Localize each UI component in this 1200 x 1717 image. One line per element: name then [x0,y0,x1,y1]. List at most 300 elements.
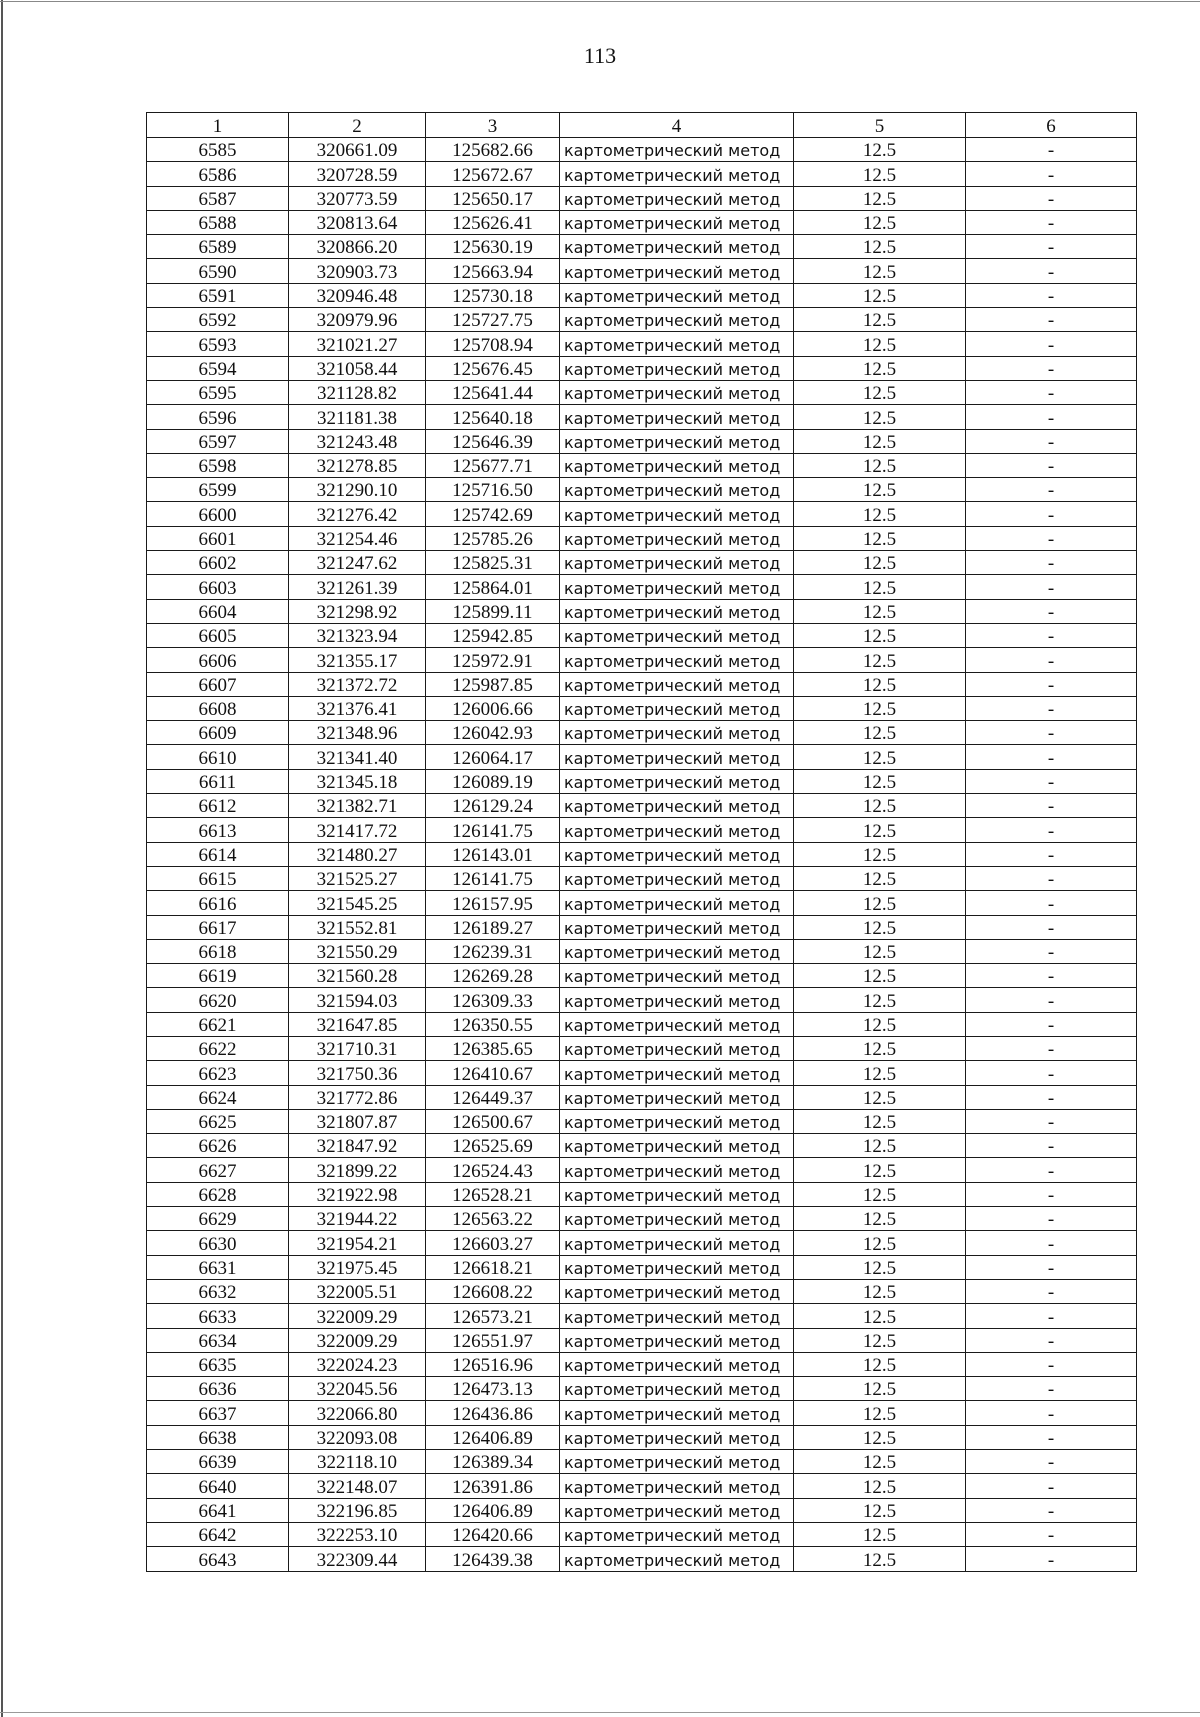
y-coordinate-cell: 125899.11 [426,599,560,623]
note-cell: - [966,308,1137,332]
accuracy-cell: 12.5 [794,1279,966,1303]
accuracy-cell: 12.5 [794,380,966,404]
note-cell: - [966,526,1137,550]
y-coordinate-cell: 126391.86 [426,1474,560,1498]
y-coordinate-cell: 126141.75 [426,818,560,842]
method-cell: картометрический метод [560,1425,794,1449]
method-cell: картометрический метод [560,453,794,477]
y-coordinate-cell: 125677.71 [426,453,560,477]
x-coordinate-cell: 321594.03 [289,988,426,1012]
x-coordinate-cell: 321323.94 [289,623,426,647]
note-cell: - [966,988,1137,1012]
page-frame-left [1,0,3,1717]
y-coordinate-cell: 125825.31 [426,551,560,575]
point-number-cell: 6598 [147,453,289,477]
method-cell: картометрический метод [560,308,794,332]
note-cell: - [966,1498,1137,1522]
point-number-cell: 6637 [147,1401,289,1425]
method-cell: картометрический метод [560,769,794,793]
point-number-cell: 6594 [147,356,289,380]
accuracy-cell: 12.5 [794,1182,966,1206]
method-cell: картометрический метод [560,405,794,429]
note-cell: - [966,891,1137,915]
method-cell: картометрический метод [560,1522,794,1546]
point-number-cell: 6635 [147,1352,289,1376]
method-cell: картометрический метод [560,1352,794,1376]
accuracy-cell: 12.5 [794,672,966,696]
point-number-cell: 6627 [147,1158,289,1182]
x-coordinate-cell: 322093.08 [289,1425,426,1449]
accuracy-cell: 12.5 [794,1522,966,1546]
y-coordinate-cell: 125663.94 [426,259,560,283]
table-row [147,162,1137,186]
method-cell: картометрический метод [560,1328,794,1352]
table-row [147,1109,1137,1133]
page-frame-top [0,1,1200,2]
table-row [147,1547,1137,1571]
y-coordinate-cell: 126141.75 [426,866,560,890]
note-cell: - [966,1036,1137,1060]
table-row [147,794,1137,818]
x-coordinate-cell: 321847.92 [289,1134,426,1158]
point-number-cell: 6608 [147,696,289,720]
note-cell: - [966,1109,1137,1133]
point-number-cell: 6636 [147,1377,289,1401]
accuracy-cell: 12.5 [794,1231,966,1255]
x-coordinate-cell: 321560.28 [289,964,426,988]
y-coordinate-cell: 126524.43 [426,1158,560,1182]
accuracy-cell: 12.5 [794,1158,966,1182]
x-coordinate-cell: 322005.51 [289,1279,426,1303]
point-number-cell: 6633 [147,1304,289,1328]
method-cell: картометрический метод [560,356,794,380]
y-coordinate-cell: 126385.65 [426,1036,560,1060]
table-row [147,915,1137,939]
note-cell: - [966,138,1137,162]
note-cell: - [966,575,1137,599]
table-row [147,1377,1137,1401]
table-row [147,672,1137,696]
note-cell: - [966,1231,1137,1255]
y-coordinate-cell: 126551.97 [426,1328,560,1352]
x-coordinate-cell: 321954.21 [289,1231,426,1255]
point-number-cell: 6619 [147,964,289,988]
y-coordinate-cell: 126500.67 [426,1109,560,1133]
note-cell: - [966,332,1137,356]
point-number-cell: 6596 [147,405,289,429]
point-number-cell: 6612 [147,794,289,818]
y-coordinate-cell: 125630.19 [426,235,560,259]
note-cell: - [966,502,1137,526]
accuracy-cell: 12.5 [794,1377,966,1401]
note-cell: - [966,1425,1137,1449]
method-cell: картометрический метод [560,551,794,575]
table-row [147,453,1137,477]
x-coordinate-cell: 321298.92 [289,599,426,623]
x-coordinate-cell: 321710.31 [289,1036,426,1060]
note-cell: - [966,453,1137,477]
x-coordinate-cell: 321058.44 [289,356,426,380]
y-coordinate-cell: 125708.94 [426,332,560,356]
point-number-cell: 6606 [147,648,289,672]
y-coordinate-cell: 125972.91 [426,648,560,672]
method-cell: картометрический метод [560,1255,794,1279]
note-cell: - [966,915,1137,939]
table-header-row [147,113,1137,138]
point-number-cell: 6601 [147,526,289,550]
table-row [147,1474,1137,1498]
table-row [147,478,1137,502]
note-cell: - [966,696,1137,720]
note-cell: - [966,721,1137,745]
accuracy-cell: 12.5 [794,866,966,890]
point-number-cell: 6625 [147,1109,289,1133]
note-cell: - [966,599,1137,623]
accuracy-cell: 12.5 [794,186,966,210]
method-cell: картометрический метод [560,1061,794,1085]
y-coordinate-cell: 126618.21 [426,1255,560,1279]
x-coordinate-cell: 321128.82 [289,380,426,404]
x-coordinate-cell: 321247.62 [289,551,426,575]
method-cell: картометрический метод [560,1474,794,1498]
table-row [147,1522,1137,1546]
table-row [147,283,1137,307]
point-number-cell: 6604 [147,599,289,623]
y-coordinate-cell: 125942.85 [426,623,560,647]
y-coordinate-cell: 125730.18 [426,283,560,307]
x-coordinate-cell: 321376.41 [289,696,426,720]
note-cell: - [966,235,1137,259]
accuracy-cell: 12.5 [794,283,966,307]
accuracy-cell: 12.5 [794,210,966,234]
note-cell: - [966,623,1137,647]
y-coordinate-cell: 126089.19 [426,769,560,793]
table-row [147,1401,1137,1425]
point-number-cell: 6621 [147,1012,289,1036]
method-cell: картометрический метод [560,1231,794,1255]
point-number-cell: 6599 [147,478,289,502]
method-cell: картометрический метод [560,1547,794,1571]
table-row [147,308,1137,332]
accuracy-cell: 12.5 [794,429,966,453]
x-coordinate-cell: 322148.07 [289,1474,426,1498]
note-cell: - [966,356,1137,380]
table-row [147,648,1137,672]
table-row [147,623,1137,647]
table-row [147,526,1137,550]
accuracy-cell: 12.5 [794,1498,966,1522]
point-number-cell: 6614 [147,842,289,866]
y-coordinate-cell: 126239.31 [426,939,560,963]
table-row [147,138,1137,162]
note-cell: - [966,1450,1137,1474]
accuracy-cell: 12.5 [794,478,966,502]
x-coordinate-cell: 320728.59 [289,162,426,186]
y-coordinate-cell: 126006.66 [426,696,560,720]
method-cell: картометрический метод [560,915,794,939]
y-coordinate-cell: 126389.34 [426,1450,560,1474]
x-coordinate-cell: 321647.85 [289,1012,426,1036]
method-cell: картометрический метод [560,1085,794,1109]
point-number-cell: 6641 [147,1498,289,1522]
note-cell: - [966,1182,1137,1206]
point-number-cell: 6634 [147,1328,289,1352]
method-cell: картометрический метод [560,672,794,696]
header-cell: 6 [966,113,1137,138]
x-coordinate-cell: 321243.48 [289,429,426,453]
note-cell: - [966,186,1137,210]
method-cell: картометрический метод [560,259,794,283]
note-cell: - [966,939,1137,963]
header-cell: 1 [147,113,289,138]
method-cell: картометрический метод [560,1158,794,1182]
note-cell: - [966,1377,1137,1401]
y-coordinate-cell: 126129.24 [426,794,560,818]
note-cell: - [966,1547,1137,1571]
point-number-cell: 6602 [147,551,289,575]
x-coordinate-cell: 321341.40 [289,745,426,769]
y-coordinate-cell: 126525.69 [426,1134,560,1158]
table-row [147,1231,1137,1255]
accuracy-cell: 12.5 [794,721,966,745]
header-cell: 5 [794,113,966,138]
method-cell: картометрический метод [560,332,794,356]
point-number-cell: 6624 [147,1085,289,1109]
y-coordinate-cell: 126573.21 [426,1304,560,1328]
note-cell: - [966,1304,1137,1328]
accuracy-cell: 12.5 [794,138,966,162]
note-cell: - [966,1255,1137,1279]
y-coordinate-cell: 125676.45 [426,356,560,380]
y-coordinate-cell: 125682.66 [426,138,560,162]
page-frame-bottom [0,1712,1200,1713]
x-coordinate-cell: 320946.48 [289,283,426,307]
accuracy-cell: 12.5 [794,623,966,647]
accuracy-cell: 12.5 [794,502,966,526]
table-body [147,138,1137,1572]
point-number-cell: 6642 [147,1522,289,1546]
accuracy-cell: 12.5 [794,235,966,259]
accuracy-cell: 12.5 [794,915,966,939]
x-coordinate-cell: 321278.85 [289,453,426,477]
table-row [147,769,1137,793]
note-cell: - [966,1522,1137,1546]
method-cell: картометрический метод [560,526,794,550]
table-row [147,1255,1137,1279]
table-row [147,1304,1137,1328]
x-coordinate-cell: 321922.98 [289,1182,426,1206]
point-number-cell: 6639 [147,1450,289,1474]
note-cell: - [966,478,1137,502]
point-number-cell: 6629 [147,1207,289,1231]
note-cell: - [966,1134,1137,1158]
point-number-cell: 6622 [147,1036,289,1060]
x-coordinate-cell: 321181.38 [289,405,426,429]
x-coordinate-cell: 322196.85 [289,1498,426,1522]
point-number-cell: 6632 [147,1279,289,1303]
table-row [147,186,1137,210]
x-coordinate-cell: 321276.42 [289,502,426,526]
accuracy-cell: 12.5 [794,308,966,332]
y-coordinate-cell: 126269.28 [426,964,560,988]
x-coordinate-cell: 321750.36 [289,1061,426,1085]
accuracy-cell: 12.5 [794,259,966,283]
note-cell: - [966,259,1137,283]
point-number-cell: 6615 [147,866,289,890]
table-row [147,721,1137,745]
y-coordinate-cell: 125987.85 [426,672,560,696]
y-coordinate-cell: 126410.67 [426,1061,560,1085]
method-cell: картометрический метод [560,891,794,915]
note-cell: - [966,405,1137,429]
accuracy-cell: 12.5 [794,1328,966,1352]
point-number-cell: 6607 [147,672,289,696]
note-cell: - [966,672,1137,696]
x-coordinate-cell: 321944.22 [289,1207,426,1231]
y-coordinate-cell: 126420.66 [426,1522,560,1546]
x-coordinate-cell: 321372.72 [289,672,426,696]
table-row [147,891,1137,915]
method-cell: картометрический метод [560,623,794,647]
method-cell: картометрический метод [560,429,794,453]
point-number-cell: 6620 [147,988,289,1012]
x-coordinate-cell: 321345.18 [289,769,426,793]
note-cell: - [966,283,1137,307]
accuracy-cell: 12.5 [794,1425,966,1449]
y-coordinate-cell: 126516.96 [426,1352,560,1376]
y-coordinate-cell: 126350.55 [426,1012,560,1036]
point-number-cell: 6595 [147,380,289,404]
y-coordinate-cell: 126042.93 [426,721,560,745]
accuracy-cell: 12.5 [794,939,966,963]
x-coordinate-cell: 321417.72 [289,818,426,842]
page-number: 113 [583,43,617,68]
x-coordinate-cell: 321772.86 [289,1085,426,1109]
point-number-cell: 6643 [147,1547,289,1571]
point-number-cell: 6586 [147,162,289,186]
x-coordinate-cell: 321355.17 [289,648,426,672]
point-number-cell: 6609 [147,721,289,745]
method-cell: картометрический метод [560,1182,794,1206]
note-cell: - [966,210,1137,234]
note-cell: - [966,794,1137,818]
note-cell: - [966,769,1137,793]
accuracy-cell: 12.5 [794,794,966,818]
y-coordinate-cell: 126064.17 [426,745,560,769]
x-coordinate-cell: 320979.96 [289,308,426,332]
table-row [147,866,1137,890]
note-cell: - [966,162,1137,186]
accuracy-cell: 12.5 [794,964,966,988]
x-coordinate-cell: 322309.44 [289,1547,426,1571]
point-number-cell: 6618 [147,939,289,963]
point-number-cell: 6638 [147,1425,289,1449]
x-coordinate-cell: 321290.10 [289,478,426,502]
method-cell: картометрический метод [560,575,794,599]
table-row [147,1328,1137,1352]
point-number-cell: 6630 [147,1231,289,1255]
note-cell: - [966,1061,1137,1085]
x-coordinate-cell: 322024.23 [289,1352,426,1376]
method-cell: картометрический метод [560,866,794,890]
accuracy-cell: 12.5 [794,356,966,380]
method-cell: картометрический метод [560,1498,794,1522]
point-number-cell: 6631 [147,1255,289,1279]
y-coordinate-cell: 126608.22 [426,1279,560,1303]
accuracy-cell: 12.5 [794,818,966,842]
table-row [147,1450,1137,1474]
x-coordinate-cell: 321550.29 [289,939,426,963]
note-cell: - [966,1012,1137,1036]
table-row [147,551,1137,575]
point-number-cell: 6593 [147,332,289,356]
note-cell: - [966,964,1137,988]
x-coordinate-cell: 320903.73 [289,259,426,283]
note-cell: - [966,429,1137,453]
table-row [147,1134,1137,1158]
method-cell: картометрический метод [560,988,794,1012]
y-coordinate-cell: 125785.26 [426,526,560,550]
point-number-cell: 6617 [147,915,289,939]
table-row [147,1425,1137,1449]
method-cell: картометрический метод [560,939,794,963]
accuracy-cell: 12.5 [794,842,966,866]
table-row [147,1498,1137,1522]
method-cell: картометрический метод [560,478,794,502]
method-cell: картометрический метод [560,1012,794,1036]
point-number-cell: 6616 [147,891,289,915]
y-coordinate-cell: 126189.27 [426,915,560,939]
table-row [147,380,1137,404]
x-coordinate-cell: 321382.71 [289,794,426,818]
point-number-cell: 6591 [147,283,289,307]
accuracy-cell: 12.5 [794,1450,966,1474]
accuracy-cell: 12.5 [794,551,966,575]
accuracy-cell: 12.5 [794,1255,966,1279]
table-row [147,259,1137,283]
x-coordinate-cell: 321021.27 [289,332,426,356]
accuracy-cell: 12.5 [794,1085,966,1109]
method-cell: картометрический метод [560,818,794,842]
table-row [147,818,1137,842]
point-number-cell: 6623 [147,1061,289,1085]
x-coordinate-cell: 321975.45 [289,1255,426,1279]
x-coordinate-cell: 322118.10 [289,1450,426,1474]
x-coordinate-cell: 322066.80 [289,1401,426,1425]
method-cell: картометрический метод [560,745,794,769]
table-row [147,842,1137,866]
table-row [147,502,1137,526]
y-coordinate-cell: 126143.01 [426,842,560,866]
method-cell: картометрический метод [560,283,794,307]
method-cell: картометрический метод [560,1134,794,1158]
table-row [147,939,1137,963]
x-coordinate-cell: 321899.22 [289,1158,426,1182]
accuracy-cell: 12.5 [794,1547,966,1571]
x-coordinate-cell: 321807.87 [289,1109,426,1133]
header-cell: 3 [426,113,560,138]
table-row [147,1158,1137,1182]
table-row [147,1182,1137,1206]
table-row [147,1061,1137,1085]
table-row [147,356,1137,380]
note-cell: - [966,1352,1137,1376]
method-cell: картометрический метод [560,186,794,210]
y-coordinate-cell: 126309.33 [426,988,560,1012]
y-coordinate-cell: 126406.89 [426,1498,560,1522]
method-cell: картометрический метод [560,1279,794,1303]
x-coordinate-cell: 321261.39 [289,575,426,599]
